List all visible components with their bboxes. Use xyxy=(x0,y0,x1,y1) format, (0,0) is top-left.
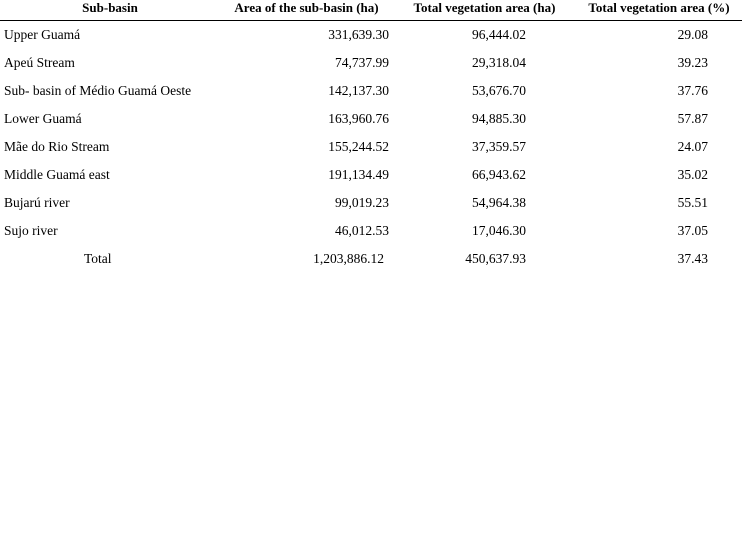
cell-area: 331,639.30 xyxy=(328,27,389,42)
cell-vegetation-pct: 55.51 xyxy=(677,195,708,210)
cell-area: 191,134.49 xyxy=(328,167,389,182)
cell-sub-basin-name: Lower Guamá xyxy=(4,111,82,126)
cell-total-vegetation-ha: 450,637.93 xyxy=(465,251,526,266)
cell-vegetation-pct: 37.05 xyxy=(677,223,708,238)
table-body xyxy=(0,21,742,274)
cell-area: 74,737.99 xyxy=(335,55,389,70)
cell-vegetation-ha: 96,444.02 xyxy=(472,27,526,42)
table-row xyxy=(0,161,742,189)
cell-sub-basin-name: Bujarú river xyxy=(4,195,70,210)
cell-sub-basin-name: Middle Guamá east xyxy=(4,167,110,182)
cell-vegetation-pct: 24.07 xyxy=(677,139,708,154)
table-row xyxy=(0,77,742,105)
cell-total-vegetation-pct: 37.43 xyxy=(677,251,708,266)
cell-vegetation-pct: 57.87 xyxy=(677,111,708,126)
cell-area: 142,137.30 xyxy=(328,83,389,98)
table-row xyxy=(0,133,742,161)
column-header-vegetation-area-pct: Total vegetation area (%) xyxy=(576,0,742,21)
cell-vegetation-pct: 39.23 xyxy=(677,55,708,70)
cell-vegetation-pct: 29.08 xyxy=(677,27,708,42)
cell-sub-basin-name: Apeú Stream xyxy=(4,55,75,70)
cell-sub-basin-name: Mãe do Rio Stream xyxy=(4,139,110,154)
table-header xyxy=(0,0,742,21)
cell-area: 163,960.76 xyxy=(328,111,389,126)
cell-vegetation-ha: 17,046.30 xyxy=(472,223,526,238)
table-row xyxy=(0,217,742,245)
cell-vegetation-ha: 54,964.38 xyxy=(472,195,526,210)
cell-total-area: 1,203,886.12 xyxy=(313,251,384,266)
column-header-area: Area of the sub-basin (ha) xyxy=(220,0,393,21)
cell-vegetation-pct: 35.02 xyxy=(677,167,708,182)
table-total-row xyxy=(0,245,742,273)
table-header-row xyxy=(0,0,742,21)
cell-area: 46,012.53 xyxy=(335,223,389,238)
cell-total-label: Total xyxy=(84,251,112,266)
table-row xyxy=(0,21,742,50)
table-row xyxy=(0,189,742,217)
cell-area: 155,244.52 xyxy=(328,139,389,154)
cell-vegetation-ha: 29,318.04 xyxy=(472,55,526,70)
cell-vegetation-pct: 37.76 xyxy=(677,83,708,98)
column-header-vegetation-area-ha: Total vegetation area (ha) xyxy=(393,0,576,21)
cell-vegetation-ha: 94,885.30 xyxy=(472,111,526,126)
table-row xyxy=(0,105,742,133)
cell-area: 99,019.23 xyxy=(335,195,389,210)
cell-vegetation-ha: 53,676.70 xyxy=(472,83,526,98)
cell-sub-basin-name: Upper Guamá xyxy=(4,27,81,42)
cell-sub-basin-name: Sub- basin of Médio Guamá Oeste xyxy=(4,83,192,98)
cell-vegetation-ha: 66,943.62 xyxy=(472,167,526,182)
cell-vegetation-ha: 37,359.57 xyxy=(472,139,526,154)
cell-sub-basin-name: Sujo river xyxy=(4,223,58,238)
table-row xyxy=(0,49,742,77)
column-header-sub-basin: Sub-basin xyxy=(0,0,220,21)
